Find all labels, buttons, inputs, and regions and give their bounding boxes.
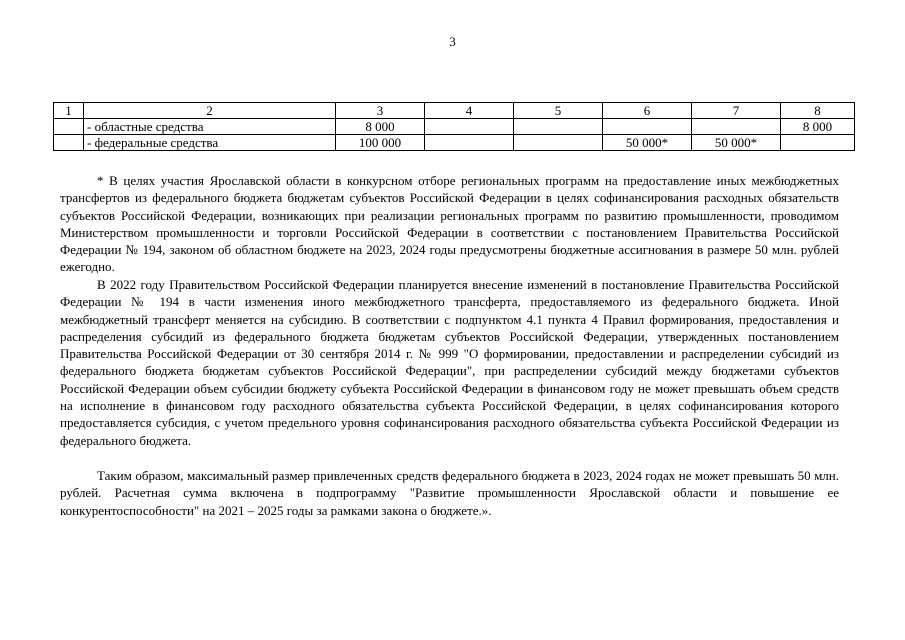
table-cell: 50 000* [692, 135, 781, 151]
row-label: - областные средства [84, 119, 336, 135]
table-header-cell: 5 [514, 103, 603, 119]
row-label: - федеральные средства [84, 135, 336, 151]
paragraph-text: Таким образом, максимальный размер привлеченных средств федерального бюджета в 2023, 2024 годах не может превышать 50 млн. рублей. Расчетная сумма включена в подпрограмму "Развитие промышленности Ярославской области и повышение ее конкурентоспособности" на 2021 – 2025 годы за рамками закона о бюджете.». [60, 468, 839, 518]
table-cell: 8 000 [336, 119, 425, 135]
table-header-cell: 6 [603, 103, 692, 119]
table-cell [692, 119, 781, 135]
table-header-row [54, 103, 855, 119]
table-header-cell: 4 [425, 103, 514, 119]
table-row [54, 119, 855, 135]
table-row [54, 135, 855, 151]
table-cell [425, 135, 514, 151]
conclusion-paragraph [60, 467, 839, 519]
table-header-cell: 3 [336, 103, 425, 119]
footnote-paragraph [60, 172, 839, 276]
budget-table [53, 102, 855, 151]
table-cell [781, 135, 855, 151]
table-cell [54, 119, 84, 135]
table-cell: 50 000* [603, 135, 692, 151]
paragraph-text: * В целях участия Ярославской области в конкурсном отборе региональных программ на предоставление иных межбюджетных трансфертов из федерального бюджета бюджетам субъектов Российской Федерации в целях софинансирования расходных обязательств субъектов Российской Федерации, возникающих при реализации региональных программ по развитию промышленности, проводимом Министерством промышленности и торговли Российской Федерации в соответствии с постановлением Правительства Российской Федерации № 194, законом об областном бюджете на 2023, 2024 годы предусмотрены бюджетные ассигнования в размере 50 млн. рублей ежегодно. [60, 173, 839, 275]
table-cell [603, 119, 692, 135]
body-paragraph [60, 276, 839, 449]
paragraph-text: В 2022 году Правительством Российской Федерации планируется внесение изменений в постановление Правительства Российской Федерации № 194 в части изменения иного межбюджетного трансферта, предоставляемого из федерального бюджета. Иной межбюджетный трансферт меняется на субсидию. В соответствии с подпунктом 4.1 пункта 4 Правил формирования, предоставления и распределения субсидий из федерального бюджета бюджетам субъектов Российской Федерации, утвержденных постановлением Правительства Российской Федерации от 30 сентября 2014 г. № 999 "О формировании, предоставлении и распределении субсидий из федерального бюджета бюджетам субъектов Российской Федерации", при распределении субсидий между бюджетами субъектов Российской Федерации объем субсидии бюджету субъекта Российской Федерации в финансовом году не может превышать объем средств на исполнение в финансовом году расходного обязательства субъекта Российской Федерации, в целях софинансирования которого предоставляется субсидия, с учетом предельного уровня софинансирования расходного обязательства субъекта Российской Федерации из федерального бюджета. [60, 277, 839, 448]
table-cell: 100 000 [336, 135, 425, 151]
table-header-cell: 2 [84, 103, 336, 119]
table-header-cell: 8 [781, 103, 855, 119]
table-cell [425, 119, 514, 135]
table-cell [514, 119, 603, 135]
page-number: 3 [449, 34, 456, 49]
table-header-cell: 7 [692, 103, 781, 119]
table-header-cell: 1 [54, 103, 84, 119]
table-cell [514, 135, 603, 151]
table-cell [54, 135, 84, 151]
table-cell: 8 000 [781, 119, 855, 135]
